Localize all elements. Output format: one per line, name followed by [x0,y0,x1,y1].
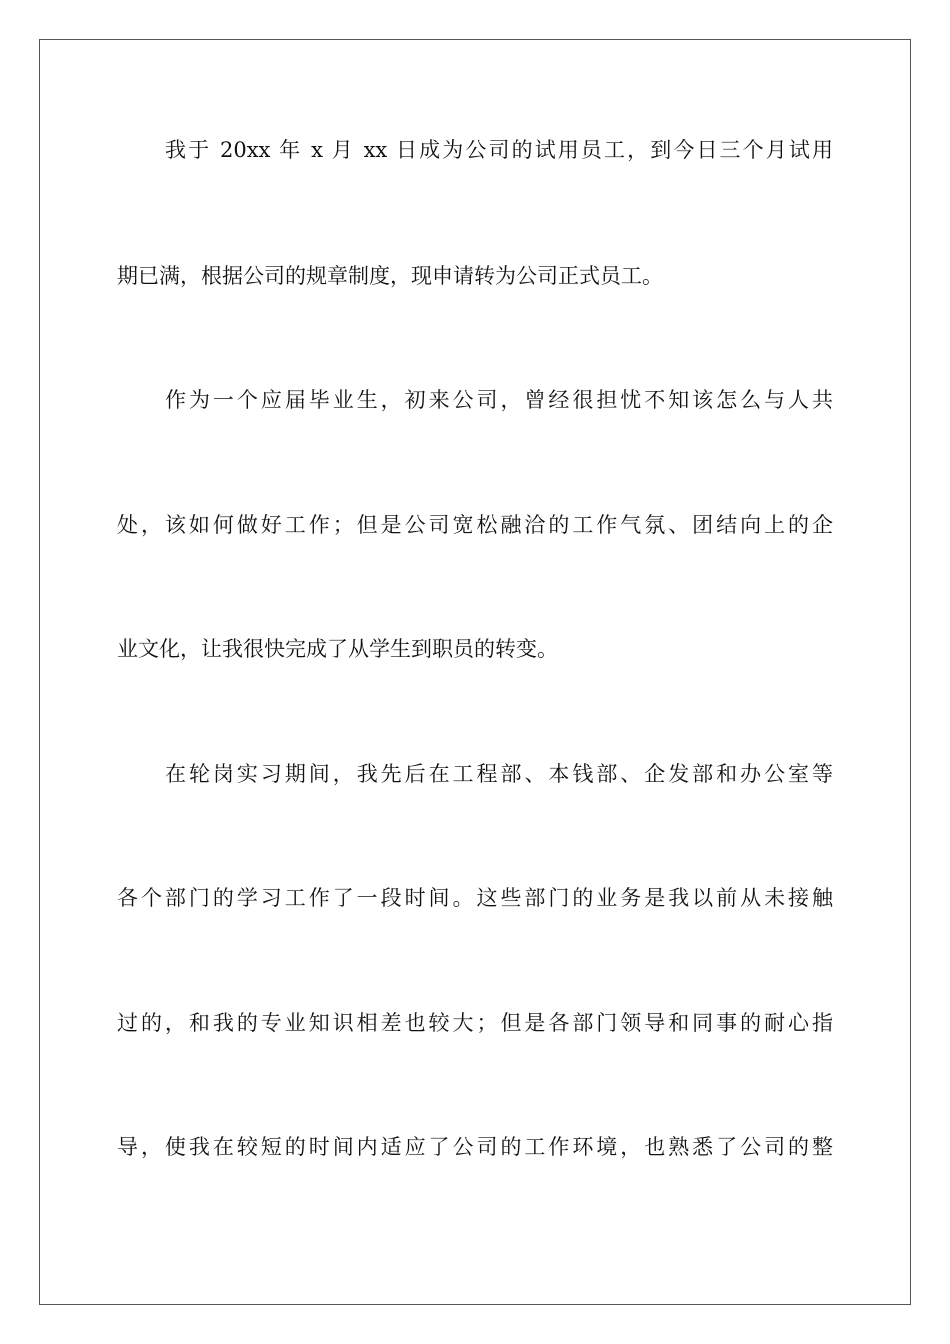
paragraph-2-line-1: 作为一个应届毕业生，初来公司，曾经很担忧不知该怎么与人共 [165,388,833,412]
paragraph-3-line-3: 过的，和我的专业知识相差也较大；但是各部门领导和同事的耐心指 [117,1011,833,1035]
paragraph-3-line-1: 在轮岗实习期间，我先后在工程部、本钱部、企发部和办公室等 [165,762,833,786]
paragraph-1-line-2: 期已满，根据公司的规章制度，现申请转为公司正式员工。 [117,264,663,288]
paragraph-2-line-2: 处，该如何做好工作；但是公司宽松融洽的工作气氛、团结向上的企 [117,513,833,537]
paragraph-2-line-3: 业文化，让我很快完成了从学生到职员的转变。 [117,637,558,661]
paragraph-3-line-4: 导，使我在较短的时间内适应了公司的工作环境，也熟悉了公司的整 [117,1135,833,1159]
paragraph-1-line-1: 我于 20xx 年 x 月 xx 日成为公司的试用员工，到今日三个月试用 [165,138,833,162]
paragraph-3-line-2: 各个部门的学习工作了一段时间。这些部门的业务是我以前从未接触 [117,886,833,910]
page-border [39,39,911,1305]
